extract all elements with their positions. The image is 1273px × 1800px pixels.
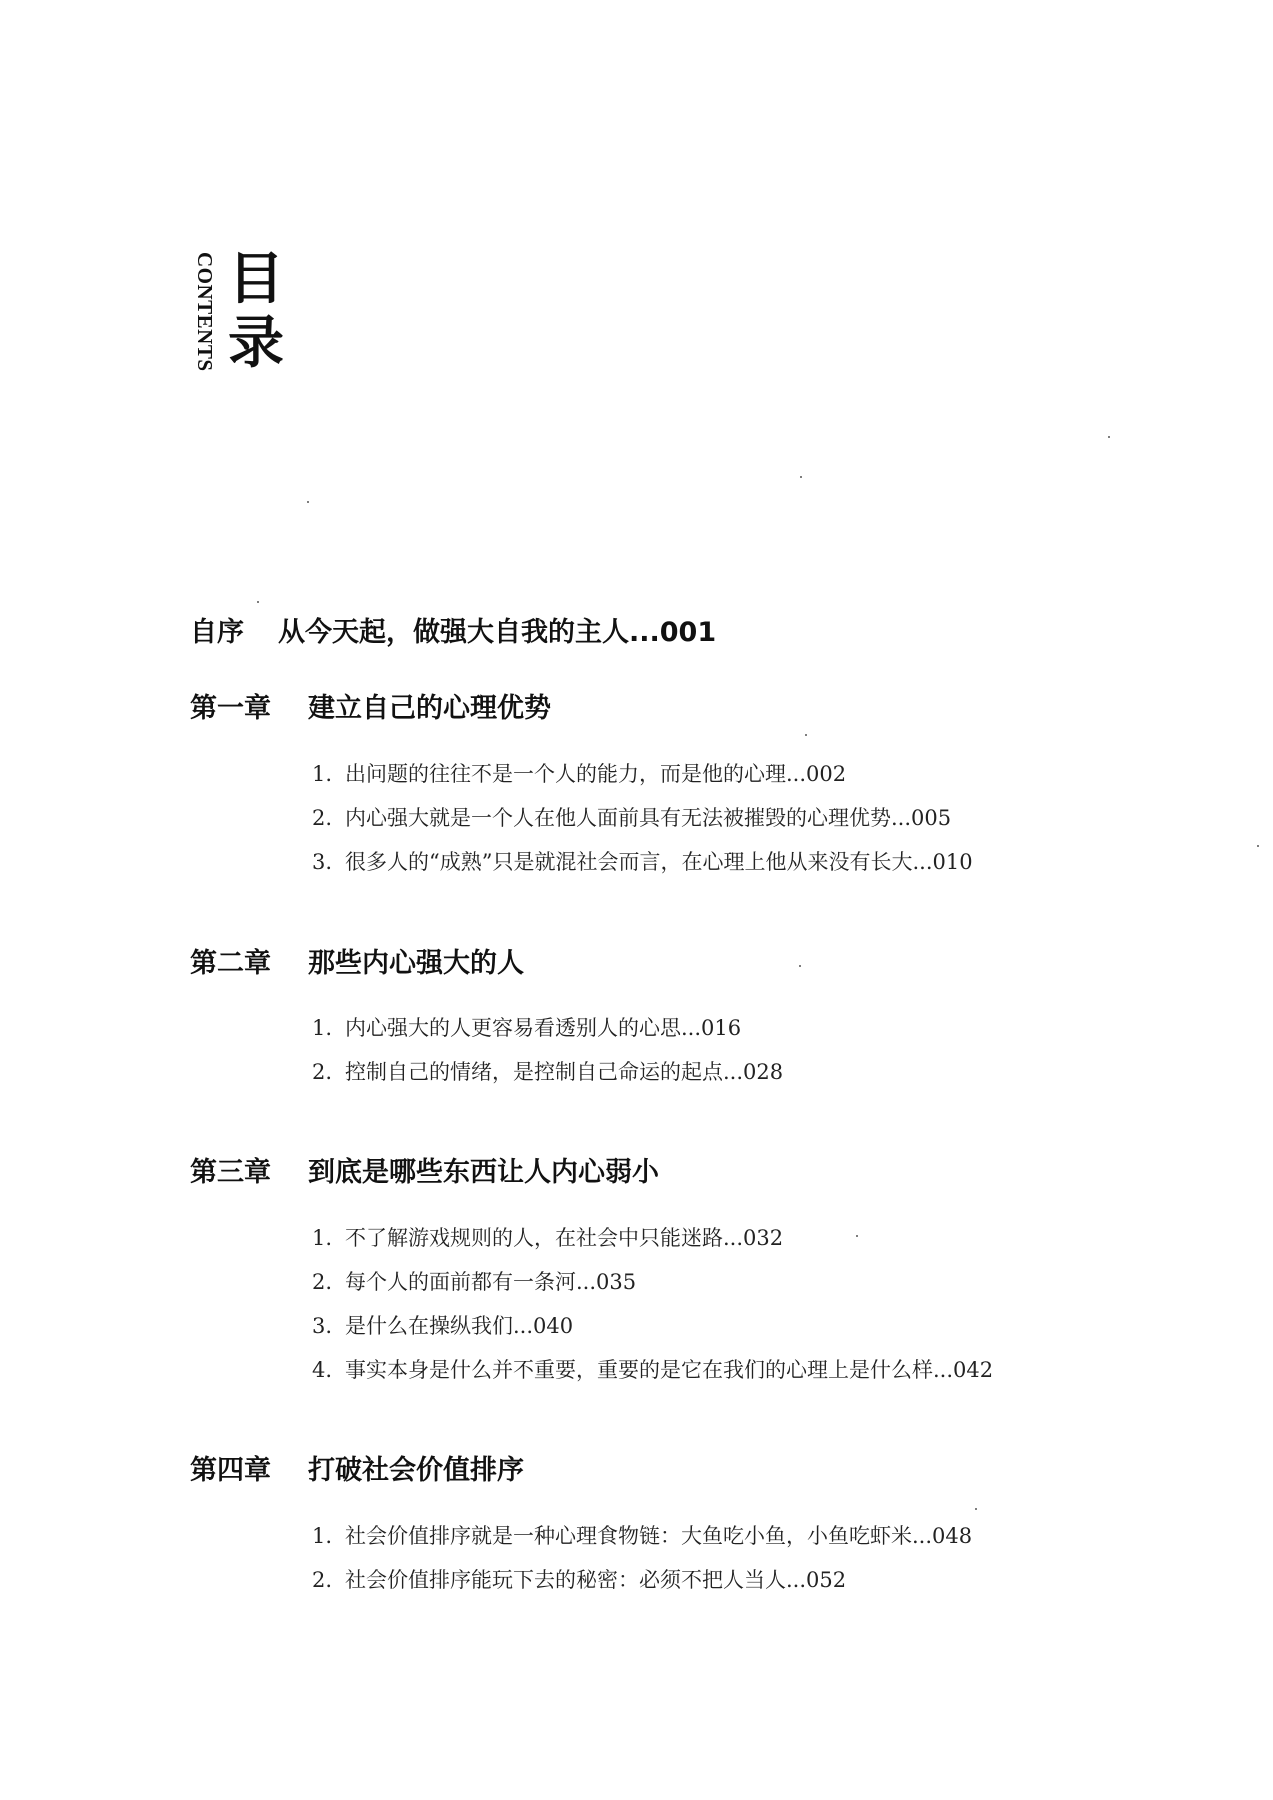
entry-number: 1. xyxy=(312,762,333,786)
entry-number: 2. xyxy=(312,1270,333,1294)
chapter-title: 建立自己的心理优势 xyxy=(308,693,551,724)
scan-speck xyxy=(799,965,801,967)
page-title-char-2: 录 xyxy=(228,311,284,376)
entry-number: 4. xyxy=(312,1358,333,1382)
entry-number: 3. xyxy=(312,850,333,874)
entry-number: 2. xyxy=(312,1060,333,1084)
toc-entry[interactable] xyxy=(312,1354,993,1384)
scan-speck xyxy=(307,501,309,503)
chapter-label: 第四章 xyxy=(190,1455,271,1486)
entry-number: 1. xyxy=(312,1226,333,1250)
entry-text: 社会价值排序就是一种心理食物链：大鱼吃小鱼，小鱼吃虾米...048 xyxy=(345,1524,973,1548)
scan-speck xyxy=(1108,436,1110,438)
toc-entry[interactable] xyxy=(312,802,951,832)
toc-entry[interactable] xyxy=(312,1266,636,1296)
toc-entry[interactable] xyxy=(312,846,973,876)
scan-speck xyxy=(1257,845,1259,847)
chapter-label: 第二章 xyxy=(190,948,271,979)
toc-entry[interactable] xyxy=(312,1056,783,1086)
entry-text: 不了解游戏规则的人，在社会中只能迷路...032 xyxy=(345,1226,784,1250)
scan-speck xyxy=(805,734,807,736)
entry-text: 事实本身是什么并不重要，重要的是它在我们的心理上是什么样...042 xyxy=(345,1358,994,1382)
chapter-title: 打破社会价值排序 xyxy=(308,1455,524,1486)
toc-entry[interactable] xyxy=(312,1222,783,1252)
toc-entry[interactable] xyxy=(312,1520,972,1550)
chapter-title: 那些内心强大的人 xyxy=(308,948,524,979)
scan-speck xyxy=(257,601,259,603)
chapter-heading-2[interactable] xyxy=(190,941,524,980)
entry-text: 内心强大就是一个人在他人面前具有无法被摧毁的心理优势...005 xyxy=(345,806,952,830)
toc-entry[interactable] xyxy=(312,758,846,788)
toc-entry[interactable] xyxy=(312,1310,573,1340)
scan-speck xyxy=(856,1235,858,1237)
entry-text: 内心强大的人更容易看透别人的心思...016 xyxy=(345,1016,742,1040)
entry-text: 控制自己的情绪，是控制自己命运的起点...028 xyxy=(345,1060,784,1084)
toc-entry[interactable] xyxy=(312,1564,846,1594)
chapter-heading-1[interactable] xyxy=(190,686,551,725)
entry-text: 很多人的“成熟”只是就混社会而言，在心理上他从来没有长大...010 xyxy=(345,850,973,874)
entry-number: 3. xyxy=(312,1314,333,1338)
chapter-title: 到底是哪些东西让人内心弱小 xyxy=(308,1157,659,1188)
entry-number: 1. xyxy=(312,1524,333,1548)
scan-speck xyxy=(975,1508,977,1510)
entry-number: 1. xyxy=(312,1016,333,1040)
entry-text: 社会价值排序能玩下去的秘密：必须不把人当人...052 xyxy=(345,1568,847,1592)
preface-title: 从今天起，做强大自我的主人...001 xyxy=(278,617,717,648)
entry-text: 每个人的面前都有一条河...035 xyxy=(345,1270,637,1294)
chapter-label: 第一章 xyxy=(190,693,271,724)
preface-heading[interactable] xyxy=(190,610,716,649)
entry-text: 是什么在操纵我们...040 xyxy=(345,1314,574,1338)
toc-entry[interactable] xyxy=(312,1012,741,1042)
chapter-heading-3[interactable] xyxy=(190,1150,659,1189)
entry-text: 出问题的往往不是一个人的能力，而是他的心理...002 xyxy=(345,762,847,786)
entry-number: 2. xyxy=(312,806,333,830)
contents-label-en: CONTENTS xyxy=(193,252,217,372)
chapter-heading-4[interactable] xyxy=(190,1448,524,1487)
page-title xyxy=(228,248,288,376)
entry-number: 2. xyxy=(312,1568,333,1592)
scan-speck xyxy=(800,476,802,478)
page-title-char-1: 目 xyxy=(228,247,284,312)
chapter-label: 第三章 xyxy=(190,1157,271,1188)
preface-label: 自序 xyxy=(190,617,244,648)
